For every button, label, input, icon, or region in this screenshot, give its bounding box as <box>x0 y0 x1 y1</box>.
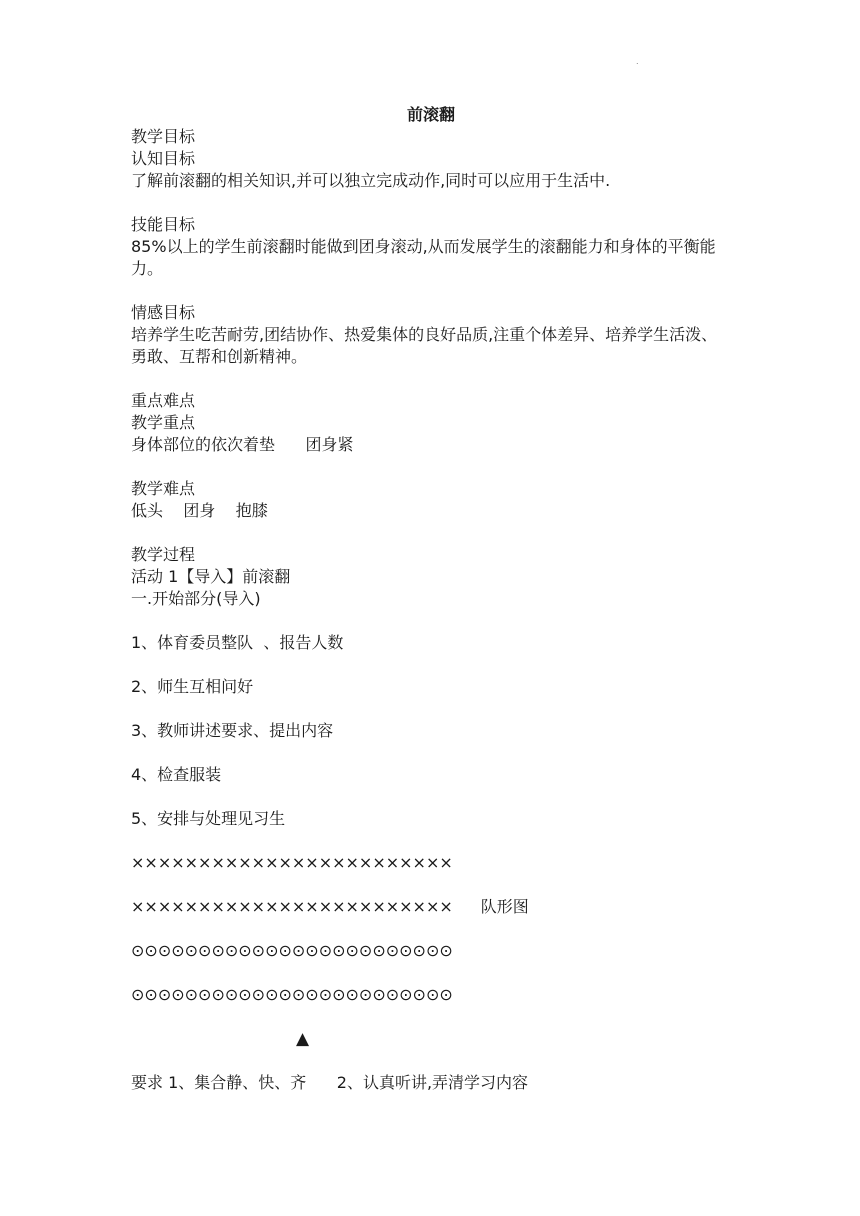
formation-circle-row: ⊙⊙⊙⊙⊙⊙⊙⊙⊙⊙⊙⊙⊙⊙⊙⊙⊙⊙⊙⊙⊙⊙⊙⊙ <box>131 985 453 1004</box>
section-heading-process: 教学过程 <box>131 545 196 564</box>
formation-row-students-3 <box>131 940 741 984</box>
formation-row-students-4 <box>131 984 741 1028</box>
focus-text: 身体部位的依次着垫 团身紧 <box>131 435 354 454</box>
document-body <box>131 104 741 1094</box>
subheading-difficulty: 教学难点 <box>131 479 196 498</box>
formation-cross-row: ×××××××××××××××××××××××× <box>131 897 453 916</box>
step-item: 2、师生互相问好 <box>131 677 254 696</box>
activity-title: 活动 1【导入】前滚翻 <box>131 567 291 586</box>
requirement-text: 要求 1、集合静、快、齐 2、认真听讲,弄清学习内容 <box>131 1073 529 1092</box>
formation-cross-row: ×××××××××××××××××××××××× <box>131 853 453 872</box>
cognitive-text: 了解前滚翻的相关知识,并可以独立完成动作,同时可以应用于生活中. <box>131 171 611 190</box>
skill-text: 85%以上的学生前滚翻时能做到团身滚动,从而发展学生的滚翻能力和身体的平衡能力。 <box>131 237 716 278</box>
difficulty-text: 低头 团身 抱膝 <box>131 501 268 520</box>
subheading-skill: 技能目标 <box>131 215 196 234</box>
step-item: 4、检查服装 <box>131 765 222 784</box>
step-item: 1、体育委员整队 、报告人数 <box>131 633 344 652</box>
section-heading-goals: 教学目标 <box>131 127 196 146</box>
document-title: 前滚翻 <box>406 105 455 124</box>
step-item: 3、教师讲述要求、提出内容 <box>131 721 334 740</box>
step-item: 5、安排与处理见习生 <box>131 809 286 828</box>
header-dot: . <box>636 57 639 66</box>
formation-row-students-1 <box>131 852 741 896</box>
subheading-cognitive: 认知目标 <box>131 149 196 168</box>
formation-label: 队形图 <box>480 897 529 916</box>
subheading-focus: 教学重点 <box>131 413 196 432</box>
formation-circle-row: ⊙⊙⊙⊙⊙⊙⊙⊙⊙⊙⊙⊙⊙⊙⊙⊙⊙⊙⊙⊙⊙⊙⊙⊙ <box>131 941 453 960</box>
teacher-triangle-icon: ▲ <box>296 1029 310 1049</box>
section-heading-key-points: 重点难点 <box>131 391 196 410</box>
subheading-emotion: 情感目标 <box>131 303 196 322</box>
emotion-text: 培养学生吃苦耐劳,团结协作、热爱集体的良好品质,注重个体差异、培养学生活泼、勇敢、互帮和创新精神。 <box>131 325 718 366</box>
part-title: 一.开始部分(导入) <box>131 589 261 608</box>
formation-row-students-2 <box>131 896 741 940</box>
